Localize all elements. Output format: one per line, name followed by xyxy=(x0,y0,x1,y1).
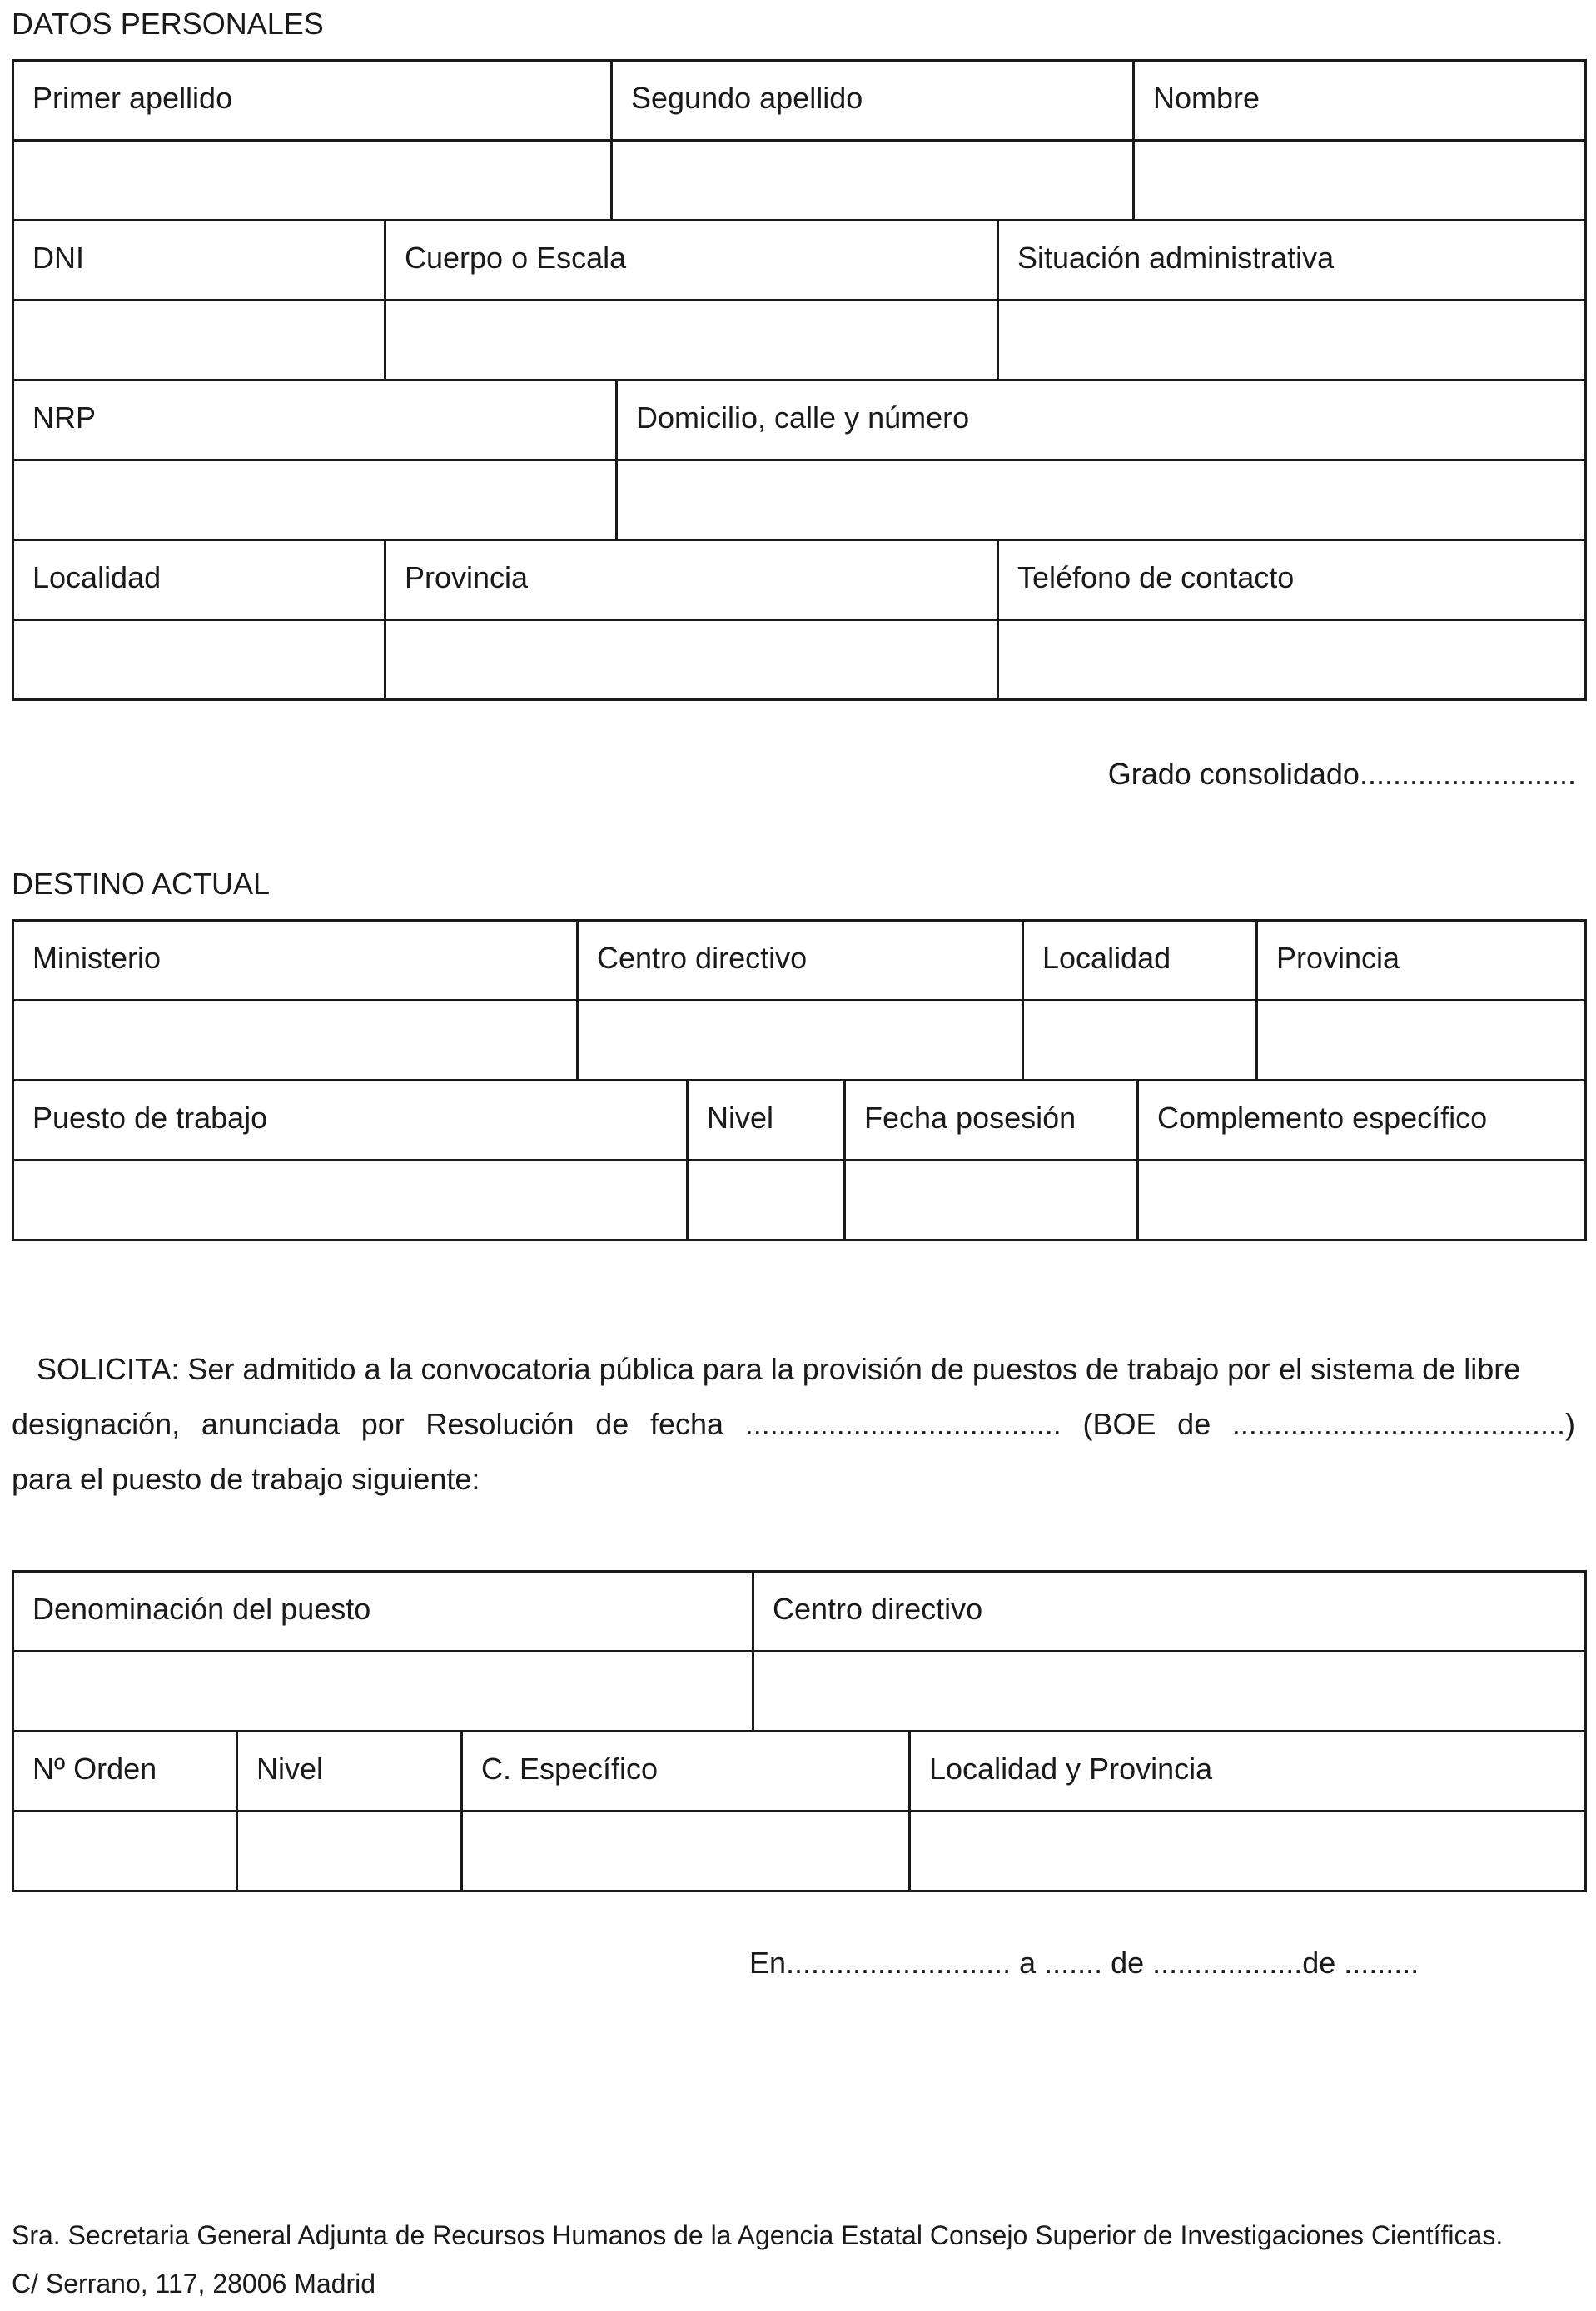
label-cell-centro-directivo xyxy=(754,1573,1587,1652)
lugar-fecha-line[interactable]: En........................... a ....... de ..................de ......... xyxy=(749,1946,1419,1980)
table-row xyxy=(14,1573,1587,1652)
label-complemento-especifico: Complemento específico xyxy=(1157,1101,1488,1135)
label-cell-c-especifico xyxy=(463,1732,911,1812)
solicita-word: (BOE xyxy=(1082,1407,1156,1441)
footer-destinatario: Sra. Secretaria General Adjunta de Recursos Humanos de la Agencia Estatal Consejo Superior de Investigaciones Científicas. xyxy=(12,2220,1504,2250)
solicita-word: anunciada xyxy=(201,1407,340,1441)
label-cell-nrp xyxy=(14,381,618,461)
solicita-line-2 xyxy=(12,1397,1575,1452)
fecha-posesion-field[interactable] xyxy=(846,1161,1139,1241)
label-cell-cuerpo-escala xyxy=(386,221,999,301)
grado-consolidado: Grado consolidado.......................... xyxy=(1107,757,1576,791)
label-ministerio: Ministerio xyxy=(32,941,162,975)
fecha-resolucion-blank[interactable]: ...................................... xyxy=(744,1407,1062,1441)
label-cell-puesto xyxy=(14,1081,689,1161)
label-cell-dni xyxy=(14,221,386,301)
label-cell-ministerio xyxy=(14,922,579,1001)
provincia-field[interactable] xyxy=(386,621,999,701)
centro-directivo-solicitado-field[interactable] xyxy=(754,1652,1587,1732)
table-row xyxy=(14,1732,1587,1812)
label-cell-localidad xyxy=(1024,922,1258,1001)
table-row xyxy=(14,221,1587,301)
nombre-field[interactable] xyxy=(1135,142,1587,221)
nrp-field[interactable] xyxy=(14,461,618,541)
label-denominacion-puesto: Denominación del puesto xyxy=(32,1592,371,1626)
label-cell-segundo-apellido xyxy=(613,62,1135,142)
table-row xyxy=(14,1081,1587,1161)
label-cell-centro-directivo xyxy=(579,922,1024,1001)
label-dni: DNI xyxy=(32,241,84,275)
label-cell-nivel xyxy=(238,1732,463,1812)
c-especifico-field[interactable] xyxy=(463,1812,911,1892)
label-cuerpo-escala: Cuerpo o Escala xyxy=(405,241,627,275)
table-row xyxy=(14,461,1587,541)
section-title-datos-personales: DATOS PERSONALES xyxy=(12,7,324,41)
label-provincia: Provincia xyxy=(1276,941,1400,975)
label-segundo-apellido: Segundo apellido xyxy=(631,81,863,115)
n-orden-field[interactable] xyxy=(14,1812,238,1892)
centro-directivo-field[interactable] xyxy=(579,1001,1024,1081)
table-row xyxy=(14,142,1587,221)
ministerio-field[interactable] xyxy=(14,1001,579,1081)
solicita-word: de xyxy=(1177,1407,1211,1441)
situacion-administrativa-field[interactable] xyxy=(999,301,1587,381)
label-cell-primer-apellido xyxy=(14,62,613,142)
label-centro-directivo: Centro directivo xyxy=(597,941,808,975)
destino-actual-table xyxy=(12,919,1587,1241)
label-nivel: Nivel xyxy=(256,1752,324,1786)
label-n-orden: Nº Orden xyxy=(32,1752,157,1786)
table-row xyxy=(14,1652,1587,1732)
label-nivel: Nivel xyxy=(707,1101,774,1135)
solicita-paragraph xyxy=(12,1342,1575,1507)
domicilio-field[interactable] xyxy=(618,461,1587,541)
label-cell-telefono xyxy=(999,541,1587,621)
label-cell-provincia xyxy=(1258,922,1587,1001)
label-cell-denominacion xyxy=(14,1573,754,1652)
telefono-field[interactable] xyxy=(999,621,1587,701)
label-localidad: Localidad xyxy=(1042,941,1171,975)
label-cell-domicilio xyxy=(618,381,1587,461)
label-puesto-trabajo: Puesto de trabajo xyxy=(32,1101,268,1135)
solicita-word: de xyxy=(595,1407,629,1441)
label-localidad-provincia: Localidad y Provincia xyxy=(929,1752,1213,1786)
label-cell-nivel xyxy=(689,1081,846,1161)
footer-direccion: C/ Serrano, 117, 28006 Madrid xyxy=(12,2269,375,2299)
label-nrp: NRP xyxy=(32,400,97,435)
label-nombre: Nombre xyxy=(1153,81,1260,115)
label-telefono: Teléfono de contacto xyxy=(1017,560,1295,594)
label-cell-localidad xyxy=(14,541,386,621)
localidad-destino-field[interactable] xyxy=(1024,1001,1258,1081)
localidad-provincia-field[interactable] xyxy=(911,1812,1587,1892)
table-row xyxy=(14,1001,1587,1081)
label-provincia: Provincia xyxy=(405,560,529,594)
solicita-line-3: para el puesto de trabajo siguiente: xyxy=(12,1462,480,1496)
table-row xyxy=(14,62,1587,142)
cuerpo-escala-field[interactable] xyxy=(386,301,999,381)
label-situacion-administrativa: Situación administrativa xyxy=(1017,241,1335,275)
complemento-especifico-field[interactable] xyxy=(1139,1161,1587,1241)
fecha-boe-blank[interactable]: ........................................) xyxy=(1231,1407,1575,1441)
label-centro-directivo: Centro directivo xyxy=(773,1592,983,1626)
table-row xyxy=(14,381,1587,461)
segundo-apellido-field[interactable] xyxy=(613,142,1135,221)
table-row xyxy=(14,621,1587,701)
label-cell-nombre xyxy=(1135,62,1587,142)
provincia-destino-field[interactable] xyxy=(1258,1001,1587,1081)
label-cell-localidad-provincia xyxy=(911,1732,1587,1812)
solicita-line-1: SOLICITA: Ser admitido a la convocatoria pública para la provisión de puestos de trabajo por el sistema de libre xyxy=(37,1352,1521,1386)
label-cell-complemento xyxy=(1139,1081,1587,1161)
section-title-destino-actual: DESTINO ACTUAL xyxy=(12,867,271,901)
solicita-word: Resolución xyxy=(425,1407,574,1441)
nivel-field[interactable] xyxy=(689,1161,846,1241)
label-cell-n-orden xyxy=(14,1732,238,1812)
label-cell-situacion xyxy=(999,221,1587,301)
label-primer-apellido: Primer apellido xyxy=(32,81,233,115)
label-cell-fecha-posesion xyxy=(846,1081,1139,1161)
table-row xyxy=(14,1161,1587,1241)
solicita-word: por xyxy=(360,1407,405,1441)
primer-apellido-field[interactable] xyxy=(14,142,613,221)
table-row xyxy=(14,301,1587,381)
dni-field[interactable] xyxy=(14,301,386,381)
nivel-solicitado-field[interactable] xyxy=(238,1812,463,1892)
table-row xyxy=(14,922,1587,1001)
label-c-especifico: C. Específico xyxy=(481,1752,659,1786)
denominacion-puesto-field[interactable] xyxy=(14,1652,754,1732)
solicita-word: fecha xyxy=(649,1407,724,1441)
table-row xyxy=(14,1812,1587,1892)
solicita-word: designación, xyxy=(12,1407,181,1441)
puesto-solicitado-table xyxy=(12,1570,1587,1892)
table-row xyxy=(14,541,1587,621)
label-localidad: Localidad xyxy=(32,560,162,594)
label-fecha-posesion: Fecha posesión xyxy=(864,1101,1076,1135)
label-cell-provincia xyxy=(386,541,999,621)
datos-personales-table xyxy=(12,59,1587,701)
label-domicilio: Domicilio, calle y número xyxy=(636,400,970,435)
localidad-field[interactable] xyxy=(14,621,386,701)
puesto-trabajo-field[interactable] xyxy=(14,1161,689,1241)
